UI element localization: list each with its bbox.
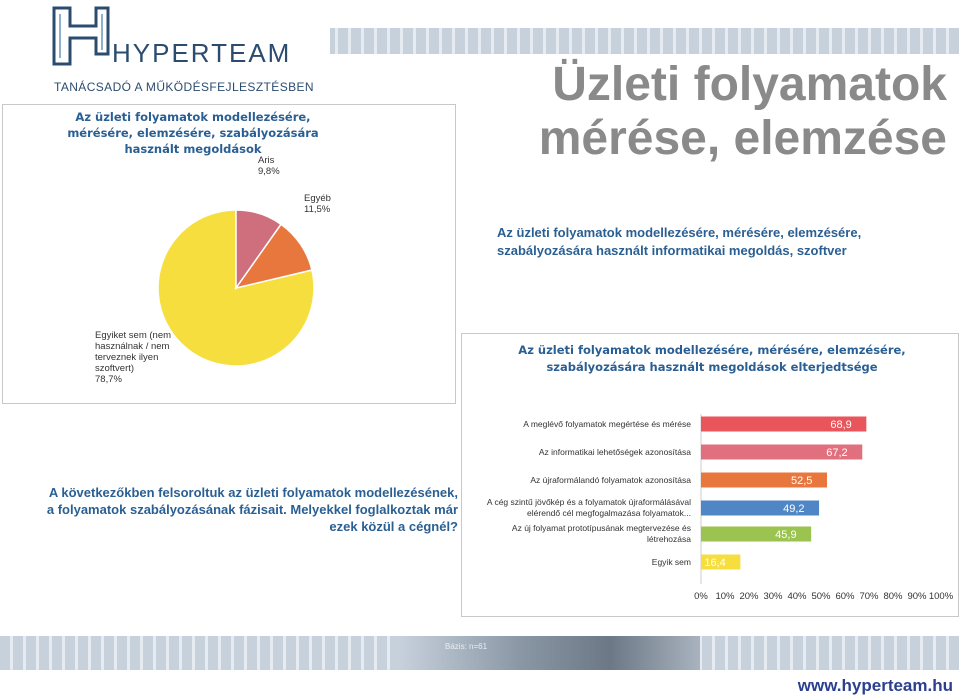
bar-chart-panel bbox=[461, 333, 959, 617]
page-subtitle: Az üzleti folyamatok modellezésére, mérésére, elemzésére, szabályozására használt informatikai megoldás, szoftver bbox=[497, 225, 862, 258]
x-tick-label: 60% bbox=[835, 591, 855, 602]
x-tick-label: 80% bbox=[883, 591, 903, 602]
bar-value-label: 67,2 bbox=[826, 447, 848, 459]
page-title: Üzleti folyamatok mérése, elemzése bbox=[538, 58, 947, 165]
bar-value-label: 49,2 bbox=[783, 503, 805, 515]
logo-name: HYPERTEAM bbox=[112, 38, 292, 68]
x-tick-label: 10% bbox=[715, 591, 735, 602]
bar-category-label: elérendő cél megfogalmazása folyamatok... bbox=[527, 508, 691, 518]
x-tick-label: 90% bbox=[907, 591, 927, 602]
x-tick-label: 100% bbox=[928, 591, 954, 602]
bar-chart-title: Az üzleti folyamatok modellezésére, mérésére, elemzésére, szabályozására használt megoldások elterjedtsége bbox=[518, 343, 906, 374]
pie-chart-panel bbox=[2, 104, 456, 404]
bar-value-label: 16,4 bbox=[704, 557, 726, 569]
bar-category-label: Az informatikai lehetőségek azonosítása bbox=[538, 447, 691, 457]
survey-question: A következőkben felsoroltuk az üzleti folyamatok modellezésének, a folyamatok szabályozásának fázisait. Melyekkel foglalkoztak már ezek közül a cégnél? bbox=[46, 485, 458, 534]
x-tick-label: 0% bbox=[694, 591, 708, 602]
pie-chart bbox=[3, 105, 455, 403]
pie-chart-title: Az üzleti folyamatok modellezésére, mérésére, elemzésére, szabályozására használt megoldások bbox=[67, 110, 319, 156]
bar-category-label: Az újraformálandó folyamatok azonosítása bbox=[530, 475, 691, 485]
bar-category-label: Egyik sem bbox=[651, 557, 691, 567]
basis-note: Bázis: n=61 bbox=[445, 642, 488, 651]
x-tick-label: 50% bbox=[811, 591, 831, 602]
bar-category-label: A cég szintű jövőkép és a folyamatok újraformálásával bbox=[486, 497, 691, 507]
pie-slice-label: Aris 9,8% bbox=[258, 155, 280, 177]
bar-category-label: létrehozása bbox=[647, 534, 691, 544]
logo-tagline: TANÁCSADÓ A MŰKÖDÉSFEJLESZTÉSBEN bbox=[54, 80, 314, 94]
pie-slice-label: Egyiket sem (nem használnak / nem terveznek ilyen szoftvert) 78,7% bbox=[95, 330, 172, 385]
website-link[interactable]: www.hyperteam.hu bbox=[797, 676, 953, 695]
bar-value-label: 45,9 bbox=[775, 529, 797, 541]
bar-value-label: 52,5 bbox=[791, 475, 813, 487]
bar-value-label: 68,9 bbox=[830, 419, 852, 431]
x-tick-label: 30% bbox=[763, 591, 783, 602]
pie-slice-label: Egyéb 11,5% bbox=[304, 193, 331, 215]
hyperteam-logo-icon bbox=[50, 4, 120, 74]
bar-chart bbox=[462, 334, 958, 616]
bar-category-label: Az új folyamat prototípusának megtervezése és bbox=[511, 523, 691, 533]
x-tick-label: 20% bbox=[739, 591, 759, 602]
x-tick-label: 70% bbox=[859, 591, 879, 602]
bar-category-label: A meglévő folyamatok megértése és mérése bbox=[523, 419, 691, 429]
x-tick-label: 40% bbox=[787, 591, 807, 602]
